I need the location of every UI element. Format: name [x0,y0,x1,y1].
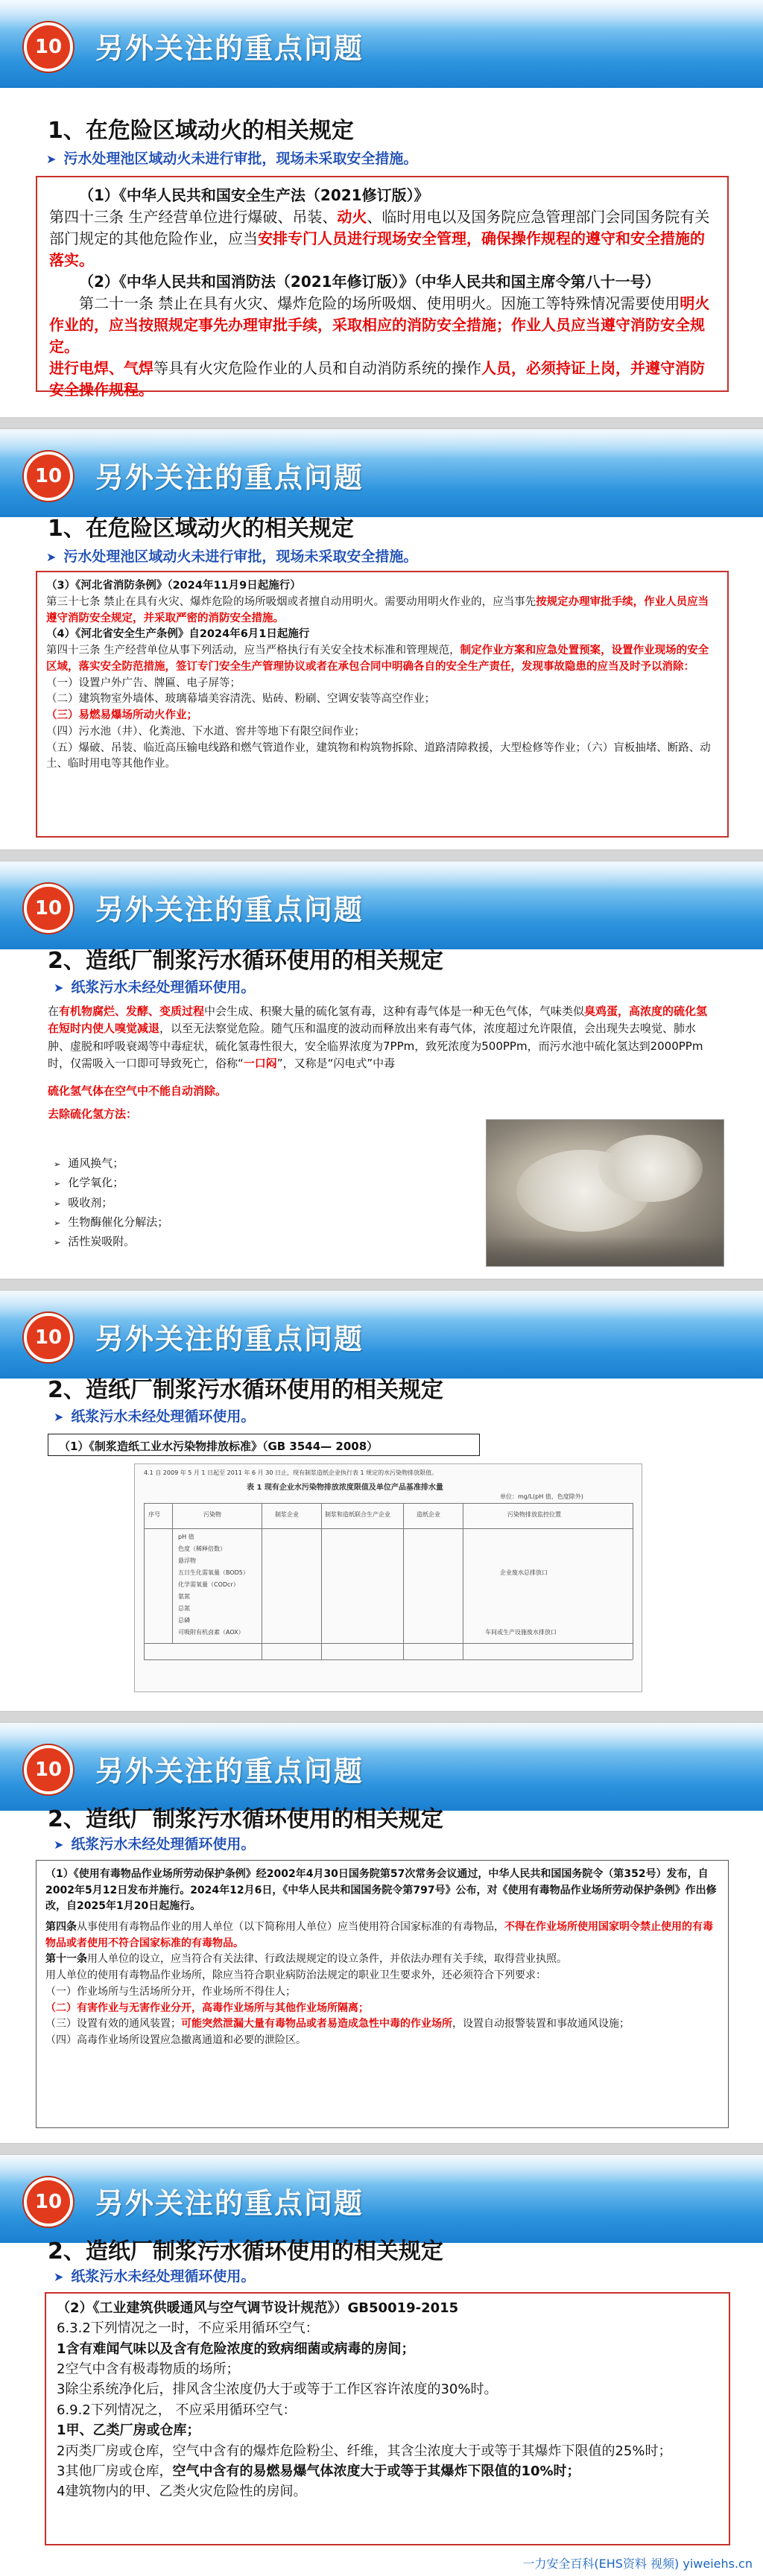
issue-note: ➤ 纸浆污水未经处理循环使用。 [54,1836,256,1852]
law-text: 6.9.2下列情况之， 不应采用循环空气： [57,2402,297,2418]
list-item: 1含有难闻气味以及含有危险浓度的致病细菌或病毒的房间； [57,2341,415,2357]
hazard-text: 在有机物腐烂、发酵、变质过程中会生成、积聚大量的硫化氢有毒，这种有毒气体是一种无色气体，气味类似臭鸡蛋，高浓度的硫化氢在短时内使人嗅觉减退，以至无法察觉危险。随气压和温度的波动而释放出来有毒气体，浓度超过允许限值，会出现失去嗅觉、肺水肿、虚脱和呼吸衰竭等中毒症状，硫化氢毒性很大，安全临界浓度为7PPm，致死浓度为500PPm，而污水池中硫化氢达到2000PPm时，仅需吸入一口即可导致死亡，俗称“一口闷”，又称是“闪电式”中毒 硫化氢气体在空气中不能自动消除。 去除硫化氢方法： [48,1003,711,1124]
slide-5 [0,1723,763,2143]
law-text: 进行电焊、气焊等具有火灾危险作业的人员和自动消防系统的操作人员，必须持证上岗，并遵守消防安全操作规程。 [49,359,705,399]
list-item: （五）爆破、吊装、临近高压输电线路和燃气管道作业，建筑物和构筑物拆除、道路清障救援，大型检修等作业；（六）盲板抽堵、断路、动土、临时用电等其他作业。 [46,741,711,770]
list-item: （一）设置户外广告、牌匾、电子屏等； [46,677,241,689]
list-item: 4建筑物内的甲、乙类火灾危险性的房间。 [57,2484,307,2500]
slide-header [0,2155,763,2243]
issue-note: ➤ 纸浆污水未经处理循环使用。 [54,2268,256,2285]
slide-title: 另外关注的重点问题 [95,893,364,926]
law-title: （4）《河北省安全生产条例》自2024年6月1日起施行 [46,628,310,641]
list-item: 2丙类厂房或仓库，空气中含有的爆炸危险粉尘、纤维，其含尘浓度大于或等于其爆炸下限值的25%时； [57,2443,672,2459]
list-item: 1甲、乙类厂房或仓库； [57,2422,200,2439]
list-item: （二）建筑物室外墙体、玻璃幕墙美容清洗、贴砖、粉刷、空调安装等高空作业； [46,693,435,706]
slide-title: 另外关注的重点问题 [95,1323,364,1355]
law-title: （2）《工业建筑供暖通风与空气调节设计规范》）GB50019-2015 [57,2300,459,2316]
arrow-icon: ➤ [46,550,57,564]
bullet-icon: ➢ [54,1238,61,1247]
slide-1 [0,0,763,417]
arrow-icon: ➤ [46,152,57,166]
issue-note: ➤ 污水处理池区域动火未进行审批，现场未采取安全措施。 [46,151,418,167]
law-text: 第三十七条 禁止在具有火灾、爆炸危险的场所吸烟或者擅自动用明火。需要动用明火作业的，应当事先按规定办理审批手续，作业人员应当遵守消防安全规定，并采取严密的消防安全措施。 [46,595,709,624]
standard-table-image: 4.1 自 2009 年 5 月 1 日起至 2011 年 6 月 30 日止，现有制浆造纸企业执行表 1 规定的水污染物排放限值。 表 1 现有企业水污染物排放浓度限值及单位产品基准排水量 单位：mg/L(pH 值、色度除外) 序号 污染物 制浆企业 制浆和造纸联合生产企业 造纸企业 污染物排放监控位置 pH 值 色度（稀释倍数） 悬浮物 五日生化需氧量（BOD5） 化学需氧量（CODcr） 氨氮 总氮 总磷 可吸附有机卤素（AOX） 企业废水总排放口 车间或生产设施废水排放口 [134,1463,642,1692]
list-item: 3除尘系统净化后，排风含尘浓度仍大于或等于工作区容许浓度的30%时。 [57,2382,498,2398]
site-watermark: 一力安全百科(EHS资料 视频) yiweiehs.cn [522,2557,753,2571]
sewage-pool-photo [486,1119,724,1267]
arrow-icon: ➤ [54,1838,64,1852]
hazard-warning: 硫化氢气体在空气中不能自动消除。 [48,1084,227,1098]
slide-header [0,1291,763,1379]
section-badge: 10 [24,884,73,933]
slide-title: 另外关注的重点问题 [95,32,364,65]
law-text: 第四条从事使用有毒物品作业的用人单位（以下简称用人单位）应当使用符合国家标准的有毒物品，不得在作业场所使用国家明令禁止使用的有毒物品或者使用不符合国家标准的有毒物品。 [45,1921,713,1949]
section-badge: 10 [24,2177,73,2227]
slide-2 [0,429,763,849]
slide-header [0,429,763,517]
law-title: （3）《河北省消防条例》（2024年11月9日起施行） [46,580,301,592]
regulation-box [45,2292,730,2545]
list-item: ➢ 活性炭吸附。 [54,1235,136,1248]
list-item: （三）设置有效的通风装置；可能突然泄漏大量有毒物品或者易造成急性中毒的作业场所，设置自动报警装置和事故通风设施； [45,2018,630,2031]
slide-subtitle: 2、造纸厂制浆污水循环使用的相关规定 [48,948,443,974]
issue-note: ➤ 污水处理池区域动火未进行审批，现场未采取安全措施。 [46,548,418,565]
slide-subtitle: 2、造纸厂制浆污水循环使用的相关规定 [48,1377,443,1403]
list-item: 3其他厂房或仓库，空气中含有的易燃易爆气体浓度大于或等于其爆炸下限值的10%时； [57,2463,580,2479]
list-item: （四）高毒作业场所设置应急撤离通道和必要的泄险区。 [45,2034,306,2046]
regulation-box [36,176,729,399]
slide-header [0,1723,763,1811]
list-item: ➢ 生物酶催化分解法； [54,1215,169,1229]
list-item: ➢ 通风换气； [54,1156,124,1170]
method-list [54,1153,168,1251]
section-badge: 10 [24,1313,73,1362]
section-badge: 10 [24,22,73,72]
list-item: 2空气中含有极毒物质的场所； [57,2361,240,2378]
slide-subtitle: 2、造纸厂制浆污水循环使用的相关规定 [48,1806,443,1832]
section-badge: 10 [24,452,73,501]
list-item: （三）易燃易爆场所动火作业； [46,709,197,721]
slide-6 [0,2155,763,2576]
bullet-icon: ➢ [54,1179,61,1189]
issue-note: ➤ 纸浆污水未经处理循环使用。 [54,979,256,996]
slide-3 [0,861,763,1279]
law-title: （1）《使用有毒物品作业场所劳动保护条例》经2002年4月30日国务院第57次常务会议通过，中华人民共和国国务院令（第352号）发布，自2002年5月12日发布并施行。2024年12月6日，《中华人民共和国国务院令第797号》公布，对《使用有毒物品作业场所劳动保护条例》作出修改，自2025年1月20日起施行。 [45,1868,717,1913]
bullet-icon: ➢ [54,1159,61,1169]
list-item: （四）污水池（井）、化粪池、下水道、窖井等地下有限空间作业； [46,725,365,738]
issue-note: ➤ 纸浆污水未经处理循环使用。 [54,1408,256,1425]
law-text: 第二十一条 禁止在具有火灾、爆炸危险的场所吸烟、使用明火。因施工等特殊情况需要使用明火作业的，应当按照规定事先办理审批手续，采取相应的消防安全措施；作业人员应当遵守消防安全规定。 [49,294,710,355]
list-item: （一）作业场所与生活场所分开，作业场所不得住人； [45,1985,296,1998]
slide-title: 另外关注的重点问题 [95,461,364,494]
bullet-icon: ➢ [54,1218,61,1228]
slide-header [0,0,763,88]
arrow-icon: ➤ [54,981,64,995]
section-badge: 10 [24,1745,73,1794]
law-title: （1）《中华人民共和国安全生产法（2021修订版）》 [79,186,429,204]
slide-4 [0,1291,763,1711]
list-item: ➢ 化学氧化； [54,1176,124,1190]
arrow-icon: ➤ [54,1410,64,1424]
slide-title: 另外关注的重点问题 [95,1755,364,1788]
arrow-icon: ➤ [54,2270,64,2284]
slide-subtitle: 1、在危险区域动火的相关规定 [48,118,354,144]
law-text: 第四十三条 生产经营单位从事下列活动，应当严格执行有关安全技术标准和管理规范，制定作业方案和应急处置预案，设置作业现场的安全区域，落实安全防范措施，签订专门安全生产管理协议或者在承包合同中明确各自的安全生产责任，发现事故隐患的应当及时予以消除： [46,645,709,673]
standard-label: （1）《制浆造纸工业水污染物排放标准》（GB 3544— 2008） [48,1434,480,1456]
law-text: 第四十三条 生产经营单位进行爆破、吊装、动火、临时用电以及国务院应急管理部门会同国务院有关部门规定的其他危险作业，应当安排专门人员进行现场安全管理，确保操作规程的遵守和安全措施的落实。 [49,208,710,269]
list-item: ➢ 吸收剂； [54,1195,113,1209]
slide-title: 另外关注的重点问题 [95,2187,364,2220]
regulation-box [36,1860,729,2128]
list-item: （二）有害作业与无害作业分开，高毒作业场所与其他作业场所隔离； [45,2001,369,2014]
slide-subtitle: 1、在危险区域动火的相关规定 [48,516,354,542]
bullet-icon: ➢ [54,1198,61,1209]
method-heading: 去除硫化氢方法： [48,1107,138,1121]
law-text: 用人单位的使用有毒物品作业场所，除应当符合职业病防治法规定的职业卫生要求外，还必须符合下列要求： [45,1969,546,1982]
law-title: （2）《中华人民共和国消防法（2021年修订版）》（中华人民共和国主席令第八十一号） [79,273,660,291]
law-text: 6.3.2下列情况之一时，不应采用循环空气： [57,2320,319,2337]
slide-header [0,861,763,949]
regulation-box [36,571,729,838]
law-text: 第十一条用人单位的设立，应当符合有关法律、行政法规规定的设立条件，并依法办理有关手续，取得营业执照。 [45,1953,567,1966]
slide-subtitle: 2、造纸厂制浆污水循环使用的相关规定 [48,2238,443,2265]
